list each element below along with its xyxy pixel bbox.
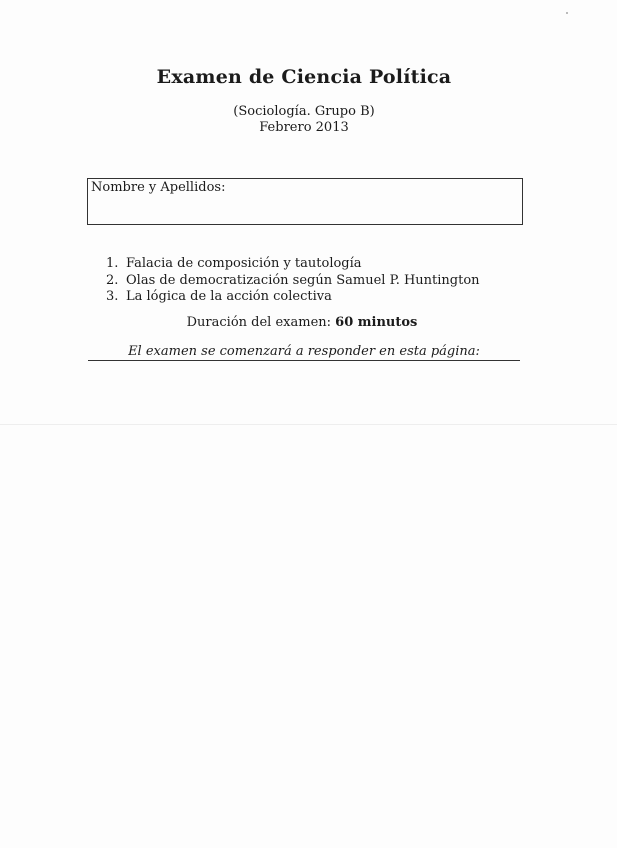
topic-text: Olas de democratización según Samuel P. Huntington	[126, 272, 480, 288]
exam-subtitle: (Sociología. Grupo B)	[233, 104, 375, 119]
scan-artifact-dot	[566, 12, 568, 14]
duration-value: 60 minutos	[335, 315, 418, 330]
topic-text: Falacia de composición y tautología	[126, 256, 362, 271]
topic-text: La lógica de la acción colectiva	[126, 289, 332, 304]
topic-list	[106, 256, 480, 306]
duration-label: Duración del examen:	[186, 315, 332, 330]
exam-date: Febrero 2013	[259, 120, 349, 135]
list-item	[106, 256, 480, 273]
name-field-box	[87, 178, 523, 225]
scan-artifact-line	[0, 424, 617, 425]
topic-number: 1.	[106, 256, 119, 271]
name-field-label: Nombre y Apellidos:	[91, 180, 226, 195]
exam-instruction: El examen se comenzará a responder en esta página:	[88, 344, 520, 361]
topic-number: 2.	[106, 272, 119, 288]
list-item	[106, 273, 480, 290]
list-item	[106, 289, 480, 306]
topic-number: 3.	[106, 289, 119, 304]
exam-duration	[0, 315, 604, 330]
exam-title: Examen de Ciencia Política	[156, 66, 452, 88]
